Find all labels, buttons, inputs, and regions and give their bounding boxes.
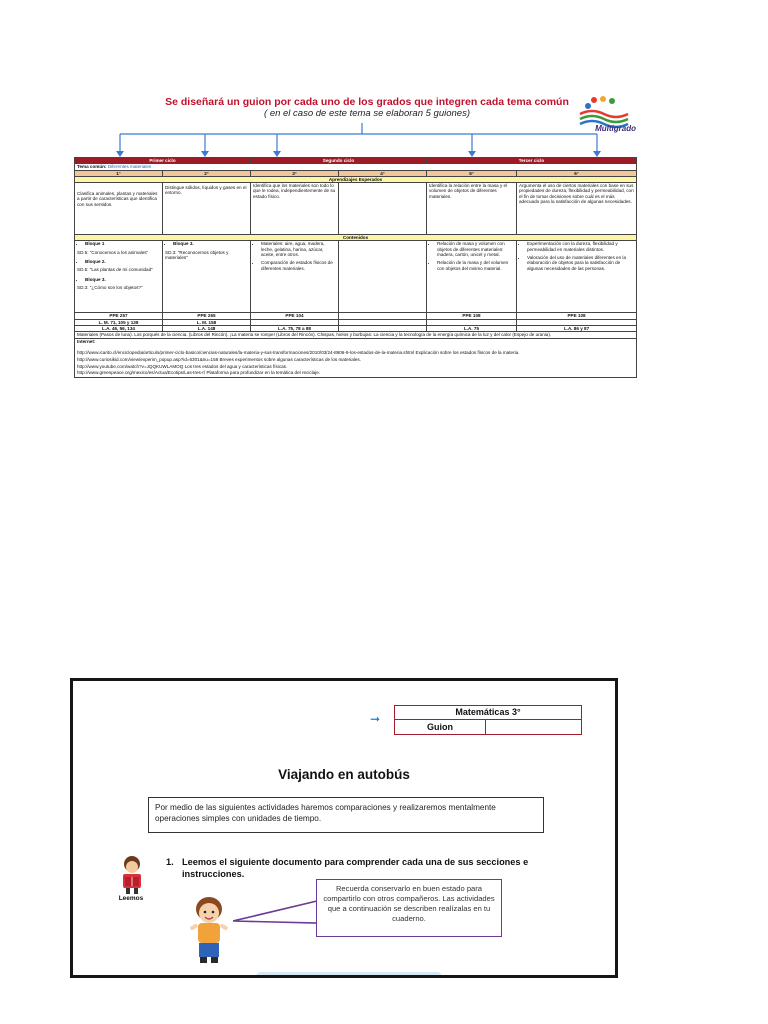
aprendizajes-label: Aprendizajes Esperados (75, 176, 637, 182)
bloque-label: Bloque 2. (85, 259, 106, 265)
internet-link[interactable]: http://www.icarito.cl/enciclopedia/articulo/primer-ciclo-basico/ciencias-naturales/la-materia-y-sus-transformaciones/2010/03/24-8906-9-los-estados-de-la-materia.shtml Explicación sobre los estados físicos de la materia. (77, 349, 520, 355)
ciclo-1: Primer ciclo (75, 158, 251, 164)
subject-label: Matemáticas 3° (395, 706, 581, 720)
aprendizaje-1: Clasifica animales, plantas y materiales a partir de características que identifica con sus sentidos. (75, 183, 163, 235)
sd-text: SD.5: "Conocemos a los animales" (77, 249, 149, 255)
planning-subtitle: ( en el caso de este tema se elaboran 5 guiones) (264, 108, 470, 119)
sd-text: SD.3: "Reconocemos objetos y materiales" (165, 249, 229, 261)
speech-bubble: Recuerda conservarlo en buen estado para compartirlo con otros compañeros. Las actividades que a continuación se describen realízalas en tu cuaderno. (316, 879, 502, 937)
contenido-3 (251, 241, 339, 313)
la-5: L.A. 75 (427, 326, 517, 332)
sd-text: SD.3: "¿Cómo son los objetos?" (77, 284, 143, 290)
ppe-3: PPE 104 (251, 313, 339, 319)
la-6: L.A. 86 y 87 (517, 326, 637, 332)
aprendizaje-2: Distingue sólidos, líquidos y gases en el entorno. (163, 183, 251, 235)
lm-2: L. M. 158 (163, 319, 251, 325)
logo-text: Multigrado (595, 124, 636, 133)
internet-label: Internet: (77, 338, 96, 344)
contenidos-row (75, 241, 637, 313)
tema-label: Tema común: (77, 164, 107, 170)
guion-document (70, 678, 618, 978)
la-2: L.A. 148 (163, 326, 251, 332)
la-1: L.A. 46, 56, 134 (75, 326, 163, 332)
grade-4: 4° (339, 170, 427, 176)
planning-table-image (72, 88, 638, 426)
tema-value: Diferentes materiales (107, 164, 152, 170)
step-number: 1. (166, 857, 174, 867)
bloque-label: Bloque 3. (173, 241, 194, 247)
grade-5: 5° (427, 170, 517, 176)
aprendizaje-3: Identifica que los materiales son todo lo que le rodea, independientemente de su estado físico. (251, 183, 339, 235)
grade-3: 3° (251, 170, 339, 176)
la-3: L.A. 75, 78 a 88 (251, 326, 339, 332)
internet-link[interactable]: http://www.greenpeace.org/mexico/es/Actua/Ecotips/Las-tres-r/ Plataforma para profundizar en la temática del reciclaje. (77, 370, 321, 376)
ciclo-arrows (72, 88, 638, 168)
planning-table (74, 157, 637, 378)
ciclo-3: Tercer ciclo (427, 158, 637, 164)
lm-1: L. M. 71, 105 y 138 (75, 319, 163, 325)
aprendizaje-5: Identifica la relación entre la masa y el volumen de objetos de diferentes materiales. (427, 183, 517, 235)
grade-1: 1° (75, 170, 163, 176)
contenido-item: • Relación de la masa y del volumen con objetos del mismo material. (437, 260, 514, 271)
next-section-bar (256, 972, 442, 978)
bloque-label: Bloque 3. (85, 276, 106, 282)
contenido-item: • Comparación de estados físicos de diferentes materiales. (261, 260, 336, 271)
sd-text: SD.5: "Las plantas de mi comunidad" (77, 267, 153, 273)
step-text: Leemos el siguiente documento para comprender cada una de sus secciones e instrucciones. (182, 857, 529, 879)
boy-illustration-icon (186, 895, 232, 967)
leemos-label: Leemos (118, 895, 144, 902)
subject-box (394, 705, 582, 735)
ppe-6: PPE 108 (517, 313, 637, 319)
intro-box: Por medio de las siguientes actividades haremos comparaciones y realizaremos mentalmente operaciones simples con unidades de tiempo. (148, 797, 544, 833)
ciclo-2: Segundo ciclo (251, 158, 427, 164)
aprendizaje-6: Argumenta el uso de ciertos materiales con base en sus propiedades de dureza, flexibilidad y permeabilidad, con el fin de tomar decisiones sobre cuál es el más adecuado para la satisfacción de algunas necesidades. (517, 183, 637, 235)
document-title: Viajando en autobús (278, 767, 410, 782)
contenidos-label: Contenidos (75, 235, 637, 241)
guion-label: Guion (395, 720, 486, 734)
internet-row (75, 338, 637, 377)
internet-link[interactable]: http://www.youtube.com/watch?v=JQQKUWLAMOQ Los tres estados del agua y características físicas. (77, 363, 288, 369)
internet-cell (75, 338, 637, 377)
contenido-2 (163, 241, 251, 313)
aprendizaje-4 (339, 183, 427, 235)
contenido-item: • Relación de masa y volumen con objetos de diferentes materiales: madera, cartón, unicel y metal. (437, 241, 514, 257)
contenido-item: • Materiales: aire, agua, madera, leche, gelatina, harina, azúcar, aceite, entre otros. (261, 241, 336, 257)
grade-6: 6° (517, 170, 637, 176)
internet-link[interactable]: http://www.curiosikid.com/view/experim_popup.asp?id=6301&nu=158 Breves experimentos sobre algunas características de los materiales. (77, 356, 361, 362)
reading-child-icon (117, 855, 147, 895)
contenido-1 (75, 241, 163, 313)
contenido-5 (427, 241, 517, 313)
bloque-label: Bloque 1 (85, 241, 105, 247)
ppe-2: PPE 265 (163, 313, 251, 319)
speech-bubble-tail (233, 893, 323, 933)
contenido-item: • Valoración del uso de materiales diferentes en la elaboración de objetos para la satisfacción de algunas necesidades de las personas. (527, 255, 634, 271)
ppe-5: PPE 108 (427, 313, 517, 319)
grade-2: 2° (163, 170, 251, 176)
arrow-right-icon: ➞ (370, 712, 381, 726)
materiales-cell: Materiales (Pasos de luna). Los porqués de la ciencia. (Libros del Rincón). ¡La materia se rompe! (Libros del Rincón). Chispas, hielos y burbujas: La ciencia y la tecnología de la energía química de la luz y del calor (Espejo de urania). (75, 332, 637, 338)
planning-title: Se diseñará un guion por cada uno de los grados que integren cada tema común (165, 96, 569, 108)
contenido-4 (339, 241, 427, 313)
ppe-1: PPE 257 (75, 313, 163, 319)
contenido-6 (517, 241, 637, 313)
aprendizajes-row (75, 183, 637, 235)
contenido-item: • Experimentación con la dureza, flexibilidad y permeabilidad en materiales distintos. (527, 241, 634, 252)
